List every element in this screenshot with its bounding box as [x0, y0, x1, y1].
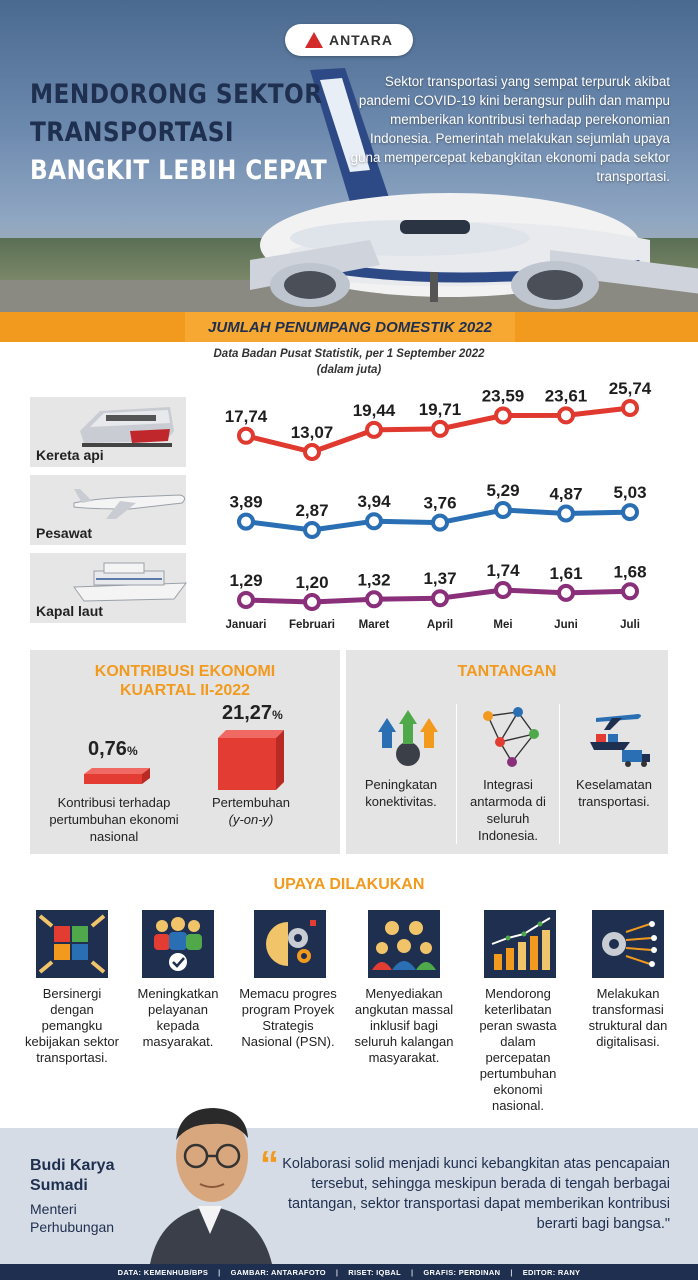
efforts-title: UPAYA DILAKUKAN [273, 876, 425, 893]
quote-text: Kolaborasi solid menjadi kunci kebangkitan atas pencapaian tersebut, sehingga meskipun berada di tengah berbagai tantangan, sektor transportasi dapat memberikan kontribusi berarti bagi bangsa." [282, 1156, 670, 1232]
data-label: 1,61 [549, 563, 583, 583]
speaker-name-line-2: Sumadi [30, 1177, 88, 1194]
data-point [367, 423, 381, 437]
effort-text-4: Menyediakan angkutan massal inklusif bagi seluruh kalangan masyarakat. [354, 986, 454, 1065]
economy-title-text: KONTRIBUSI EKONOMI KUARTAL II-2022 [94, 663, 276, 699]
contribution-value [88, 738, 138, 761]
data-point [239, 429, 253, 443]
title-line-2: TRANSPORTASI [30, 117, 234, 148]
economy-panel [30, 650, 340, 854]
chart-banner [0, 312, 698, 342]
effort-text-6: Melakukan transformasi struktural dan digitalisasi. [588, 986, 668, 1049]
data-label: 1,74 [486, 561, 520, 580]
data-label: 1,68 [613, 562, 647, 582]
credits-footer: DATA: KEMENHUB/BPS | GAMBAR: ANTARAFOTO | RISET: IQBAL | GRAFIS: PERDINAN | EDITOR: RANY [0, 1264, 698, 1280]
x-tick-label: Juli [620, 619, 640, 631]
data-point [239, 593, 253, 607]
connectivity-icon [376, 708, 440, 768]
growth-number: 21,27 [222, 702, 273, 724]
credit-image: GAMBAR: ANTARAFOTO [230, 1267, 326, 1277]
x-tick-label: Maret [358, 619, 390, 631]
antara-logo[interactable] [285, 24, 413, 56]
challenge-text-1: Peningkatan konektivitas. [364, 777, 438, 809]
data-label: 2,87 [295, 501, 329, 520]
data-point [623, 401, 637, 415]
x-tick-label: Februari [288, 619, 336, 631]
effort-text-2: Meningkatkan pelayanan kepada masyarakat. [137, 986, 219, 1049]
credit-research: RISET: IQBAL [348, 1267, 402, 1277]
data-label: 17,74 [224, 406, 268, 426]
chart-title: JUMLAH PENUMPANG DOMESTIK 2022 [208, 318, 492, 336]
data-point [305, 595, 319, 609]
data-label: 4,87 [549, 484, 583, 504]
credit-graphics: GRAFIS: PERDINAN [423, 1267, 501, 1277]
data-point [305, 445, 319, 459]
chart-subtitle: Data Badan Pusat Statistik, per 1 September 2022 [213, 348, 485, 360]
data-label: 1,29 [229, 571, 263, 590]
contribution-number: 0,76 [88, 738, 127, 760]
data-point [559, 408, 573, 422]
network-icon [478, 706, 542, 768]
speaker-role-line-2: Perhubungan [30, 1219, 115, 1235]
data-point [496, 503, 510, 517]
puzzle-collaboration-icon [36, 910, 108, 978]
credit-editor: EDITOR: RANY [522, 1267, 581, 1277]
data-point [367, 514, 381, 528]
project-gear-icon [254, 910, 326, 978]
quote-mark-icon: “ [260, 1144, 279, 1186]
economy-title [30, 662, 340, 700]
data-point [496, 409, 510, 423]
data-label: 1,32 [357, 570, 391, 590]
data-label: 1,37 [423, 569, 457, 589]
minister-portrait [140, 1094, 280, 1264]
data-point [623, 505, 637, 519]
contribution-bar [84, 768, 150, 786]
divider [559, 704, 560, 844]
data-label: 19,44 [352, 400, 396, 420]
data-label: 25,74 [608, 380, 652, 398]
growth-caption-sub: (y-on-y) [228, 812, 274, 827]
growth-value [222, 702, 283, 725]
growth-caption [196, 794, 306, 828]
speaker-name-line-1: Budi Karya [30, 1157, 115, 1174]
intro-description: Sektor transportasi yang sempat terpuruk akibat pandemi COVID-19 kini berangsur pulih dan mampu memberikan kontribusi terhadap perekonomian Indonesia. Pemerintah melakukan sejumlah upaya guna mempercepat kebangkitan ekonomi pada sektor transportasi. [350, 74, 670, 184]
data-point [623, 584, 637, 598]
effort-text-1: Bersinergi dengan pemangku kebijakan sektor transportasi. [25, 986, 119, 1065]
data-point [367, 592, 381, 606]
data-label: 23,59 [481, 386, 525, 406]
growth-bar [218, 730, 284, 790]
data-label: 13,07 [290, 423, 334, 442]
data-label: 1,20 [295, 573, 329, 592]
legend-train-label: Kereta api [36, 447, 104, 463]
people-service-icon [142, 910, 214, 978]
challenges-panel [346, 650, 668, 854]
speaker-role-line-1: Menteri [30, 1201, 77, 1217]
challenges-title: TANTANGAN [457, 663, 557, 680]
data-point [433, 516, 447, 530]
hero-banner [0, 0, 698, 312]
challenge-text-3: Keselamatan transportasi. [576, 777, 652, 809]
antara-logo-icon [305, 32, 323, 48]
data-label: 5,03 [613, 483, 647, 503]
x-tick-label: Juni [554, 619, 578, 631]
data-point [433, 422, 447, 436]
growth-caption-text: Pertembuhan [211, 795, 291, 810]
data-label: 3,94 [357, 492, 391, 512]
digital-transform-icon [592, 910, 664, 978]
x-tick-label: April [426, 619, 454, 631]
data-point [559, 507, 573, 521]
legend-plane-label: Pesawat [36, 525, 93, 541]
x-tick-label: Mei [493, 619, 513, 631]
transport-safety-icon [582, 706, 652, 770]
data-label: 3,89 [229, 492, 263, 512]
data-label: 19,71 [418, 399, 462, 419]
x-tick-label: Januari [225, 619, 267, 631]
data-point [496, 583, 510, 597]
logo-text: ANTARA [328, 32, 394, 48]
title-line-3: BANGKIT LEBIH CEPAT [30, 155, 328, 186]
title-line-1: MENDORONG SEKTOR [30, 79, 323, 110]
growth-unit: % [272, 708, 283, 722]
passenger-line-chart [0, 380, 698, 640]
chart-unit-note: (dalam juta) [316, 364, 382, 376]
challenge-text-2: Integrasi antarmoda di seluruh Indonesia. [470, 777, 546, 843]
growth-chart-icon [484, 910, 556, 978]
data-label: 3,76 [423, 493, 457, 513]
data-point [559, 586, 573, 600]
contribution-caption: Kontribusi terhadap pertumbuhan ekonomi nasional [49, 795, 179, 844]
credit-data: DATA: KEMENHUB/BPS [117, 1267, 209, 1277]
effort-text-5: Mendorong keterlibatan peran swasta dalam percepatan pertumbuhan ekonomi nasional. [479, 986, 557, 1113]
page-title [30, 76, 330, 190]
quote-speaker-role [30, 1200, 114, 1236]
community-icon [368, 910, 440, 978]
legend-ship-label: Kapal laut [36, 603, 103, 619]
contribution-unit: % [126, 744, 138, 758]
data-point [305, 523, 319, 537]
effort-text-3: Memacu progres program Proyek Strategis Nasional (PSN). [239, 986, 337, 1049]
chart-subtitle-block [0, 346, 698, 378]
quote-speaker-name [30, 1156, 114, 1196]
divider [456, 704, 457, 844]
data-point [433, 591, 447, 605]
data-label: 23,61 [544, 386, 588, 406]
data-point [239, 515, 253, 529]
data-label: 5,29 [486, 481, 520, 500]
